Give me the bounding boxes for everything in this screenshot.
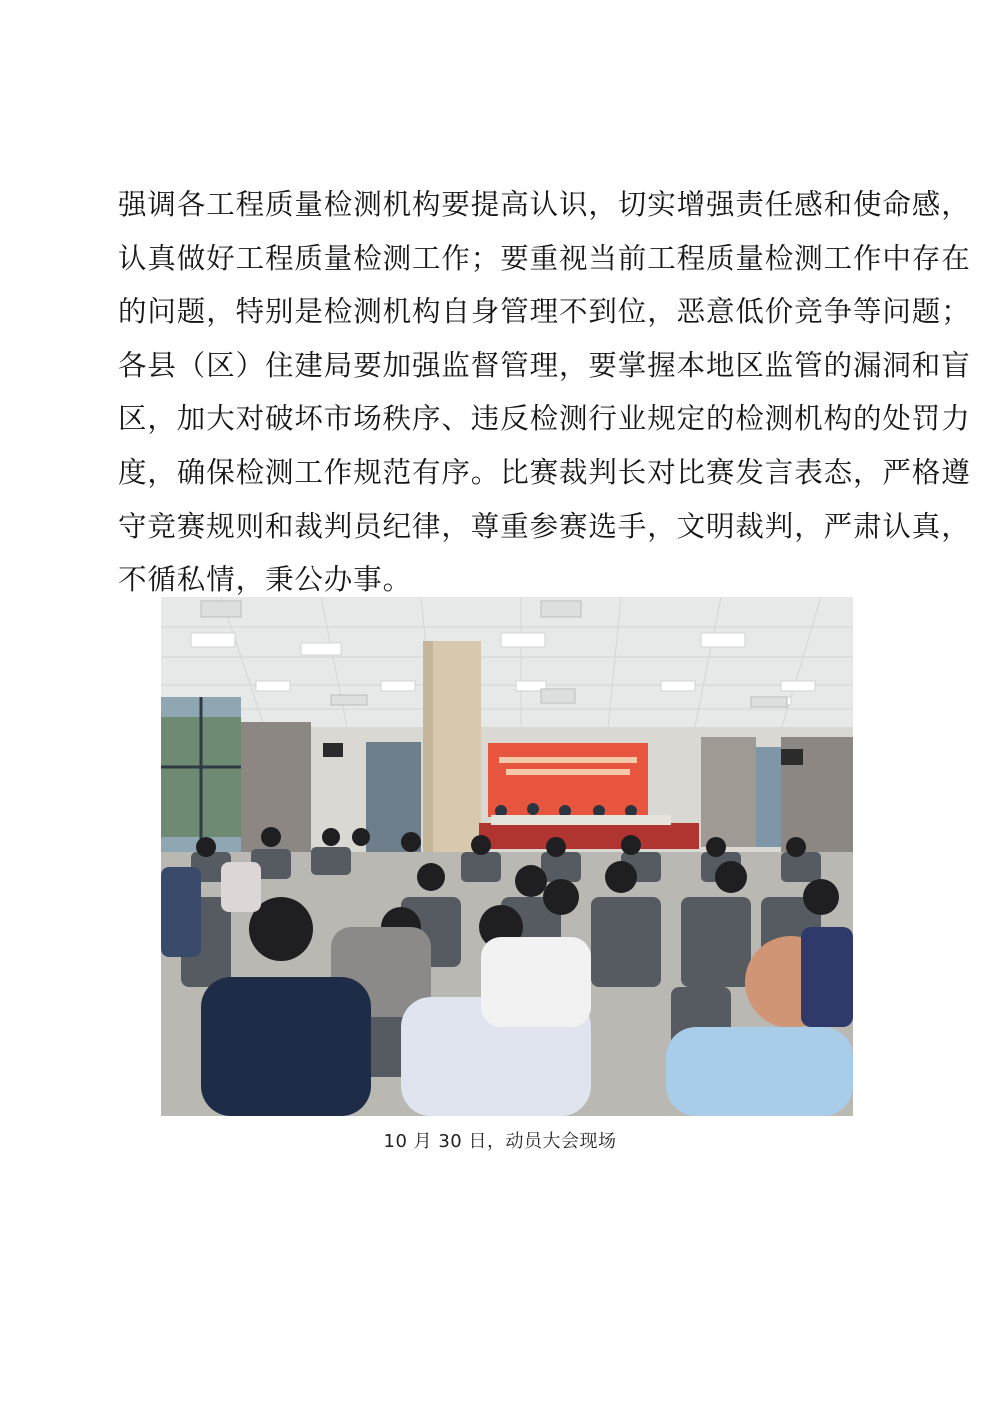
paragraph-line: 区，加大对破坏市场秩序、违反检测行业规定的检测机构的处罚力 bbox=[118, 402, 971, 436]
head-table bbox=[479, 823, 699, 849]
paragraph-line: 各县（区）住建局要加强监督管理，要掌握本地区监管的漏洞和盲 bbox=[118, 348, 971, 382]
paragraph-line: 度，确保检测工作规范有序。比赛裁判长对比赛发言表态，严格遵 bbox=[118, 455, 971, 489]
meeting-photo-illustration bbox=[161, 597, 853, 1116]
meeting-photo bbox=[161, 597, 853, 1116]
paragraph-line: 守竞赛规则和裁判员纪律，尊重参赛选手，文明裁判，严肃认真， bbox=[118, 509, 971, 543]
photo-caption: 10 月 30 日，动员大会现场 bbox=[383, 1131, 617, 1152]
paragraph-line: 的问题，特别是检测机构自身管理不到位，恶意低价竞争等问题； bbox=[118, 295, 971, 329]
body-paragraph bbox=[118, 178, 971, 607]
paragraph-line: 不循私情，秉公办事。 bbox=[118, 563, 413, 597]
paragraph-line: 强调各工程质量检测机构要提高认识，切实增强责任感和使命感， bbox=[118, 188, 971, 221]
paragraph-line: 认真做好工程质量检测工作；要重视当前工程质量检测工作中存在 bbox=[118, 241, 971, 275]
